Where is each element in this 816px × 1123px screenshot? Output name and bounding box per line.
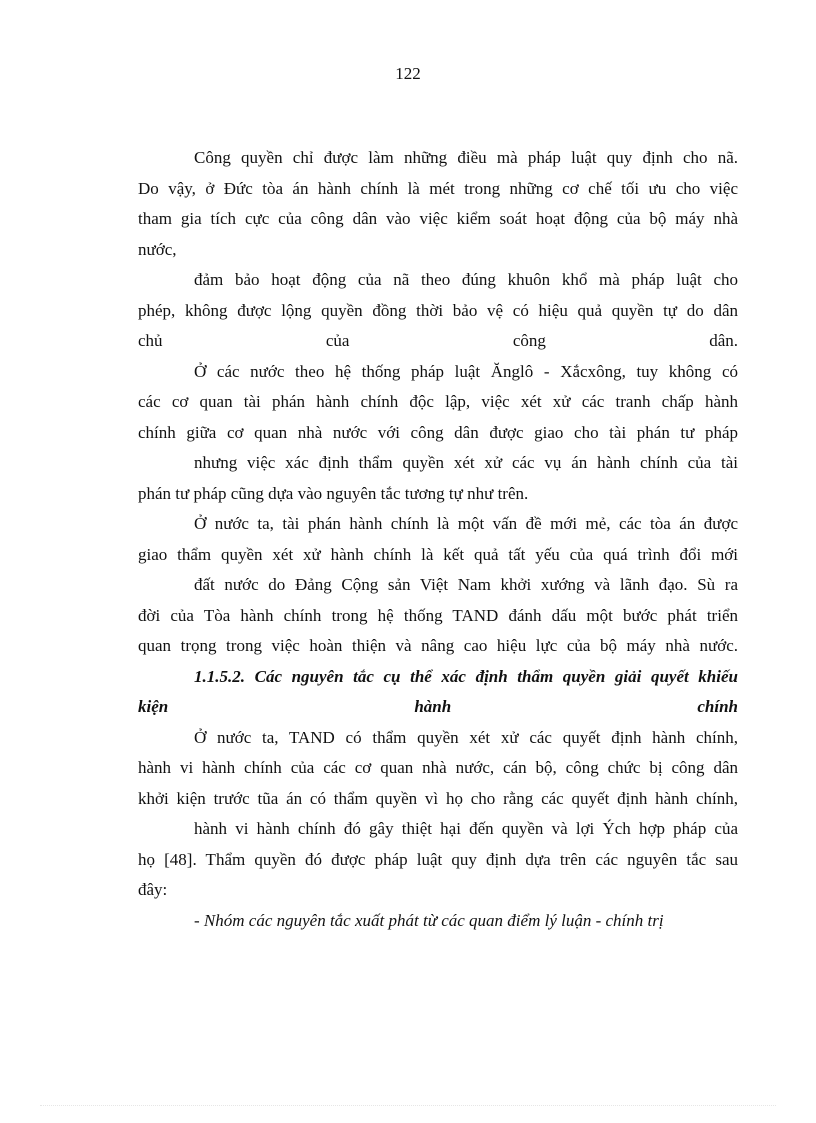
paragraph-line: đời của Tòa hành chính trong hệ thống TAND đánh dấu một bước phát triển xyxy=(138,605,738,625)
paragraph-line: Công quyền chỉ được làm những điều mà pháp luật quy định cho nã. xyxy=(194,148,738,167)
paragraph-line: Ở nước ta, tài phán hành chính là một vấn đề mới mẻ, các tòa án được xyxy=(194,514,738,533)
list-item: - Nhóm các nguyên tắc xuất phát từ các quan điểm lý luận - chính trị xyxy=(194,910,664,930)
paragraph-line: hành vi hành chính của các cơ quan nhà nước, cán bộ, công chức bị công dân xyxy=(138,758,738,777)
paragraph-line: chủ của công dân. xyxy=(138,331,738,350)
paragraph-line: quan trọng trong việc hoàn thiện và nâng cao hiệu lực của bộ máy nhà nước. xyxy=(138,636,738,655)
paragraph-line: Do vậy, ở Đức tòa án hành chính là mét trong những cơ chế tối ưu cho việc xyxy=(138,178,738,198)
paragraph-line: Ở các nước theo hệ thống pháp luật Ănglô - Xắcxông, tuy không có xyxy=(194,361,738,381)
paragraph-line: nước, xyxy=(138,239,177,259)
paragraph-line: họ [48]. Thẩm quyền đó được pháp luật quy định dựa trên các nguyên tắc sau xyxy=(138,849,738,869)
paragraph-line: các cơ quan tài phán hành chính độc lập, việc xét xử các tranh chấp hành xyxy=(138,392,738,411)
paragraph-line: nhưng việc xác định thẩm quyền xét xử các vụ án hành chính của tài xyxy=(194,453,738,472)
paragraph-line: đây: xyxy=(138,880,168,899)
paragraph-line: Ở nước ta, TAND có thẩm quyền xét xử các quyết định hành chính, xyxy=(194,727,738,747)
section-heading: 1.1.5.2. Các nguyên tắc cụ thể xác định thẩm quyền giải quyết khiếu xyxy=(194,666,738,686)
paragraph-line: đảm bảo hoạt động của nã theo đúng khuôn khổ mà pháp luật cho xyxy=(194,270,738,289)
paragraph-line: chính giữa cơ quan nhà nước với công dân được giao cho tài phán tư pháp xyxy=(138,422,738,442)
paragraph-line: đất nước do Đảng Cộng sản Việt Nam khởi xướng và lãnh đạo. Sù ra xyxy=(194,575,738,594)
page-bottom-divider xyxy=(40,1105,776,1106)
page-number: 122 xyxy=(395,64,421,83)
paragraph-line: giao thẩm quyền xét xử hành chính là kết quả tất yếu của quá trình đổi mới xyxy=(138,544,738,564)
section-heading: kiện hành chính xyxy=(138,697,738,716)
paragraph-line: tham gia tích cực của công dân vào việc kiểm soát hoạt động của bộ máy nhà xyxy=(138,209,738,228)
paragraph-line: khởi kiện trước tũa án có thẩm quyền vì họ cho rằng các quyết định hành chính, xyxy=(138,788,738,808)
paragraph-line: phán tư pháp cũng dựa vào nguyên tắc tương tự như trên. xyxy=(138,483,529,503)
document-body xyxy=(138,143,738,936)
paragraph-line: hành vi hành chính đó gây thiệt hại đến quyền và lợi Ých hợp pháp của xyxy=(194,819,738,838)
paragraph-line: phép, không được lộng quyền đồng thời bảo vệ có hiệu quả quyền tự do dân xyxy=(138,300,738,320)
